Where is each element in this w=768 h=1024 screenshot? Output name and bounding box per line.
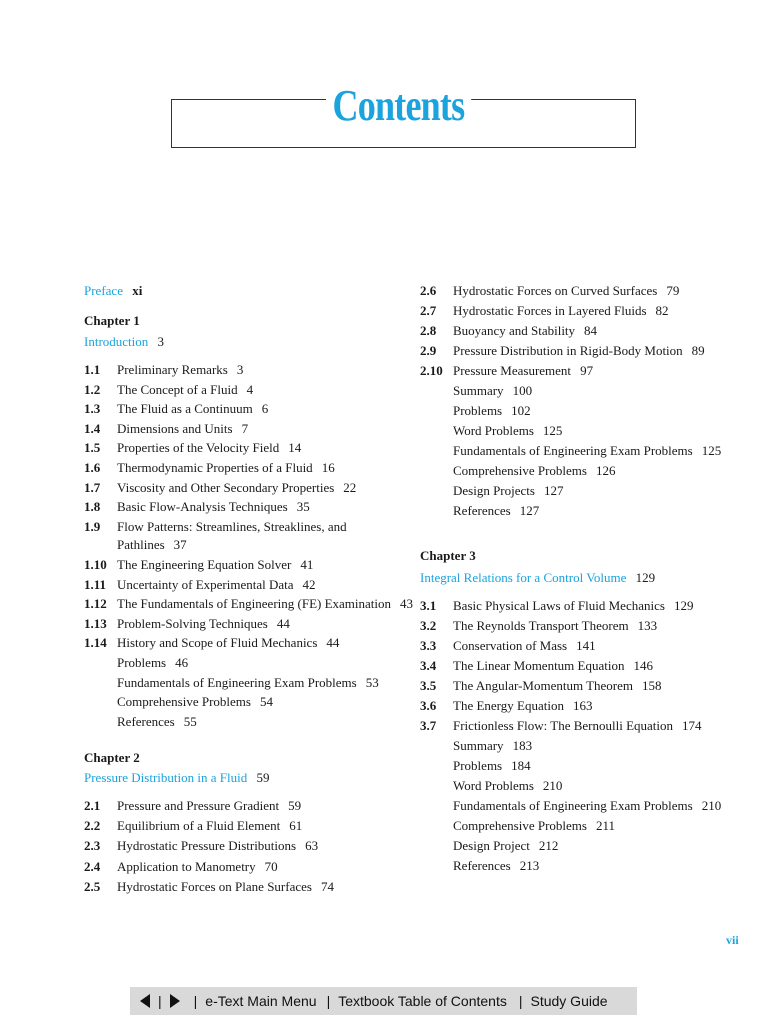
section-title: Pathlines [117,537,165,553]
section-title: Uncertainty of Experimental Data [117,576,294,592]
toc-entry[interactable] [84,816,302,836]
section-number: 3.2 [420,618,437,633]
toc-entry[interactable] [420,481,563,501]
section-page: 22 [343,479,357,495]
page-title: Contents [326,80,471,132]
section-page: 37 [173,537,187,553]
section-title: Pressure and Pressure Gradient [117,798,280,813]
section-page: 4 [246,381,254,397]
section-title: Basic Physical Laws of Fluid Mechanics [453,598,665,613]
section-number: 1.10 [84,557,107,572]
section-page: 84 [584,323,598,338]
section-title: Dimensions and Units [117,420,233,436]
toc-entry[interactable] [84,877,334,897]
section-number: 3.1 [420,598,437,613]
section-number: 1.8 [84,499,101,515]
toc-entry[interactable] [84,380,253,400]
toc-entry[interactable] [420,776,562,796]
section-page: 41 [300,557,314,572]
toc-entry[interactable] [420,401,531,421]
section-page: 55 [183,713,197,729]
study-guide-link[interactable]: Study Guide [530,993,608,1009]
section-number: 2.3 [84,838,101,854]
section-page: 44 [276,615,290,631]
toc-entry[interactable] [84,653,188,673]
section-number: 1.12 [84,596,107,612]
section-page: 210 [701,798,722,813]
section-page: 42 [302,576,316,592]
section-title: Summary [453,738,504,753]
chapter-2-title: Pressure Distribution in a Fluid [84,770,248,785]
section-title: Fundamentals of Engineering Exam Problems [453,443,693,458]
chapter-2-page: 59 [256,770,270,785]
toc-entry[interactable] [420,736,532,756]
toc-entry[interactable] [84,419,248,439]
section-page: 158 [642,678,662,693]
section-page: 126 [595,463,616,478]
toc-entry[interactable] [420,836,558,856]
section-title: Comprehensive Problems [117,694,251,710]
toc-entry[interactable] [420,856,539,876]
section-title: The Fundamentals of Engineering (FE) Examination [117,596,392,612]
section-title: Problems [117,655,167,670]
section-title: The Fluid as a Continuum [117,401,253,417]
toc-entry[interactable] [420,816,615,836]
section-page: 141 [576,638,596,653]
section-title: Properties of the Velocity Field [117,440,280,456]
previous-page-icon[interactable] [140,994,150,1008]
section-title: Pressure Distribution in Rigid-Body Motion [453,343,683,358]
toc-entry[interactable] [420,441,721,461]
toc-entry[interactable] [84,712,197,732]
section-title: The Angular-Momentum Theorem [453,678,634,693]
toc-entry[interactable] [420,381,532,401]
section-page: 7 [241,420,249,436]
section-page: 44 [326,635,340,651]
separator: | [158,993,162,1009]
section-page: 53 [365,674,379,690]
section-number: 1.5 [84,440,101,456]
toc-entry[interactable] [84,360,243,380]
section-page: 97 [580,363,594,378]
section-title: Flow Patterns: Streamlines, Streaklines, and [117,518,347,534]
chapter-3-title-entry[interactable] [420,568,655,588]
toc-entry[interactable] [84,575,316,595]
textbook-toc-link[interactable]: Textbook Table of Contents [338,993,507,1009]
section-title: References [453,503,511,518]
page-number: vii [726,933,739,947]
toc-entry[interactable] [420,301,669,321]
section-title: Design Project [453,838,530,853]
section-title: Hydrostatic Forces on Plane Surfaces [117,878,312,894]
section-title: References [117,713,175,729]
chapter-2-title-entry[interactable] [84,768,269,788]
etext-main-menu-link[interactable]: e-Text Main Menu [205,993,317,1009]
section-number: 1.1 [84,362,101,377]
section-page: 213 [519,858,540,873]
toc-entry[interactable] [84,614,290,634]
section-title: History and Scope of Fluid Mechanics [117,635,318,651]
section-title: Application to Manometry [117,858,256,874]
chapter-3-label: Chapter 3 [420,548,476,563]
toc-entry[interactable] [420,716,702,736]
section-page: 163 [572,698,593,713]
section-page: 125 [701,443,722,458]
section-page: 102 [511,403,531,418]
section-title: Preliminary Remarks [117,362,228,377]
section-number: 1.2 [84,381,101,397]
section-number: 1.11 [84,576,107,592]
section-page: 16 [321,460,335,475]
section-page: 210 [542,778,563,793]
chapter-1-page: 3 [157,334,165,349]
section-number: 2.6 [420,283,437,298]
section-title: Problems [453,403,503,418]
section-number: 2.2 [84,818,101,834]
toc-entry[interactable] [420,796,721,816]
toc-entry[interactable] [420,636,596,656]
toc-entry[interactable] [420,676,662,696]
toc-entry[interactable] [420,501,539,521]
section-page: 6 [261,401,269,417]
toc-entry[interactable] [420,461,615,481]
section-page: 46 [175,655,189,670]
toc-entry[interactable] [420,421,562,441]
toc-entry[interactable] [84,796,301,816]
toc-entry[interactable] [420,321,597,341]
preface-entry[interactable] [84,281,142,301]
toc-entry[interactable] [420,596,693,616]
toc-entry[interactable] [84,594,413,614]
section-number: 1.6 [84,460,101,475]
section-title: Pressure Measurement [453,363,572,378]
section-title: Problems [453,758,503,773]
section-number: 1.3 [84,401,101,417]
section-page: 54 [259,694,273,710]
section-title: Word Problems [453,778,534,793]
section-number: 2.8 [420,323,437,338]
section-page: 100 [512,383,533,398]
chapter-1-title-entry[interactable] [84,332,164,352]
section-title: Summary [453,383,504,398]
section-number: 1.7 [84,479,101,495]
next-page-icon[interactable] [170,994,180,1008]
section-title: Design Projects [453,483,535,498]
toc-entry[interactable] [84,692,273,712]
section-page: 184 [511,758,531,773]
section-title: The Linear Momentum Equation [453,658,625,673]
toc-entry[interactable] [84,497,310,517]
chapter-1-label: Chapter 1 [84,313,140,328]
section-title: The Concept of a Fluid [117,381,238,397]
section-page: 59 [288,798,302,813]
section-title: References [453,858,511,873]
toc-entry[interactable] [420,696,592,716]
section-page: 70 [264,858,278,874]
preface-page: xi [132,283,143,298]
section-page: 14 [288,440,302,456]
section-title: The Energy Equation [453,698,564,713]
section-number: 1.4 [84,420,101,436]
section-page: 82 [655,303,669,318]
toc-entry[interactable] [84,535,187,555]
section-title: Word Problems [453,423,534,438]
section-page: 63 [305,838,319,854]
chapter-3-page: 129 [635,570,656,585]
section-title: Frictionless Flow: The Bernoulli Equation [453,718,674,733]
section-number: 2.9 [420,343,437,358]
navigation-bar [130,987,637,1015]
separator: | [193,993,198,1009]
section-number: 3.5 [420,678,437,693]
section-page: 212 [538,838,559,853]
chapter-1-title: Introduction [84,334,149,349]
section-page: 211 [595,818,615,833]
section-title: Comprehensive Problems [453,818,587,833]
toc-entry[interactable] [420,341,705,361]
section-page: 3 [236,362,244,377]
section-title: Basic Flow-Analysis Techniques [117,499,288,515]
section-page: 74 [320,878,334,894]
section-title: Thermodynamic Properties of a Fluid [117,460,313,475]
chapter-2-label: Chapter 2 [84,750,140,765]
section-number: 1.13 [84,615,107,631]
toc-entry[interactable] [420,361,593,381]
toc-entry[interactable] [84,555,313,575]
toc-entry[interactable] [84,517,356,537]
section-page: 89 [691,343,705,358]
section-page: 127 [543,483,564,498]
section-title: Hydrostatic Forces in Layered Fluids [453,303,647,318]
section-page: 43 [400,596,414,612]
toc-entry[interactable] [84,458,335,478]
section-number: 2.4 [84,858,101,874]
section-page: 146 [633,658,653,673]
section-page: 174 [682,718,702,733]
section-page: 61 [289,818,303,834]
toc-entry[interactable] [84,438,301,458]
preface-label: Preface [84,283,123,298]
section-page: 183 [512,738,533,753]
section-page: 127 [519,503,540,518]
section-number: 2.10 [420,363,443,378]
section-number: 3.7 [420,718,437,733]
toc-entry[interactable] [84,836,318,856]
section-title: Viscosity and Other Secondary Properties [117,479,335,495]
section-title: Buoyancy and Stability [453,323,576,338]
section-number: 2.5 [84,878,101,894]
section-title: Problem-Solving Techniques [117,615,268,631]
section-page: 129 [673,598,694,613]
section-number: 1.9 [84,518,101,534]
separator: | [326,993,331,1009]
section-title: The Engineering Equation Solver [117,557,292,572]
section-number: 3.4 [420,658,437,673]
toc-entry[interactable] [84,478,356,498]
section-page: 35 [296,499,310,515]
section-number: 3.3 [420,638,437,653]
toc-entry[interactable] [84,673,379,693]
section-title: Equilibrium of a Fluid Element [117,818,281,834]
separator: | [518,993,523,1009]
section-title: Comprehensive Problems [453,463,587,478]
section-page: 79 [666,283,680,298]
toc-entry[interactable] [84,857,278,877]
section-title: Hydrostatic Forces on Curved Surfaces [453,283,658,298]
toc-entry[interactable] [420,616,657,636]
section-title: Hydrostatic Pressure Distributions [117,838,297,854]
section-title: Fundamentals of Engineering Exam Problems [117,674,357,690]
chapter-3-title: Integral Relations for a Control Volume [420,570,627,585]
section-number: 2.7 [420,303,437,318]
section-title: Conservation of Mass [453,638,568,653]
section-page: 125 [542,423,563,438]
section-number: 3.6 [420,698,437,713]
section-title: Fundamentals of Engineering Exam Problems [453,798,693,813]
toc-entry[interactable] [420,756,531,776]
toc-entry[interactable] [420,281,679,301]
section-number: 1.14 [84,635,107,651]
section-number: 2.1 [84,798,101,813]
toc-entry[interactable] [420,656,653,676]
section-page: 133 [637,618,658,633]
toc-entry[interactable] [84,399,268,419]
toc-entry[interactable] [84,633,339,653]
section-title: The Reynolds Transport Theorem [453,618,629,633]
